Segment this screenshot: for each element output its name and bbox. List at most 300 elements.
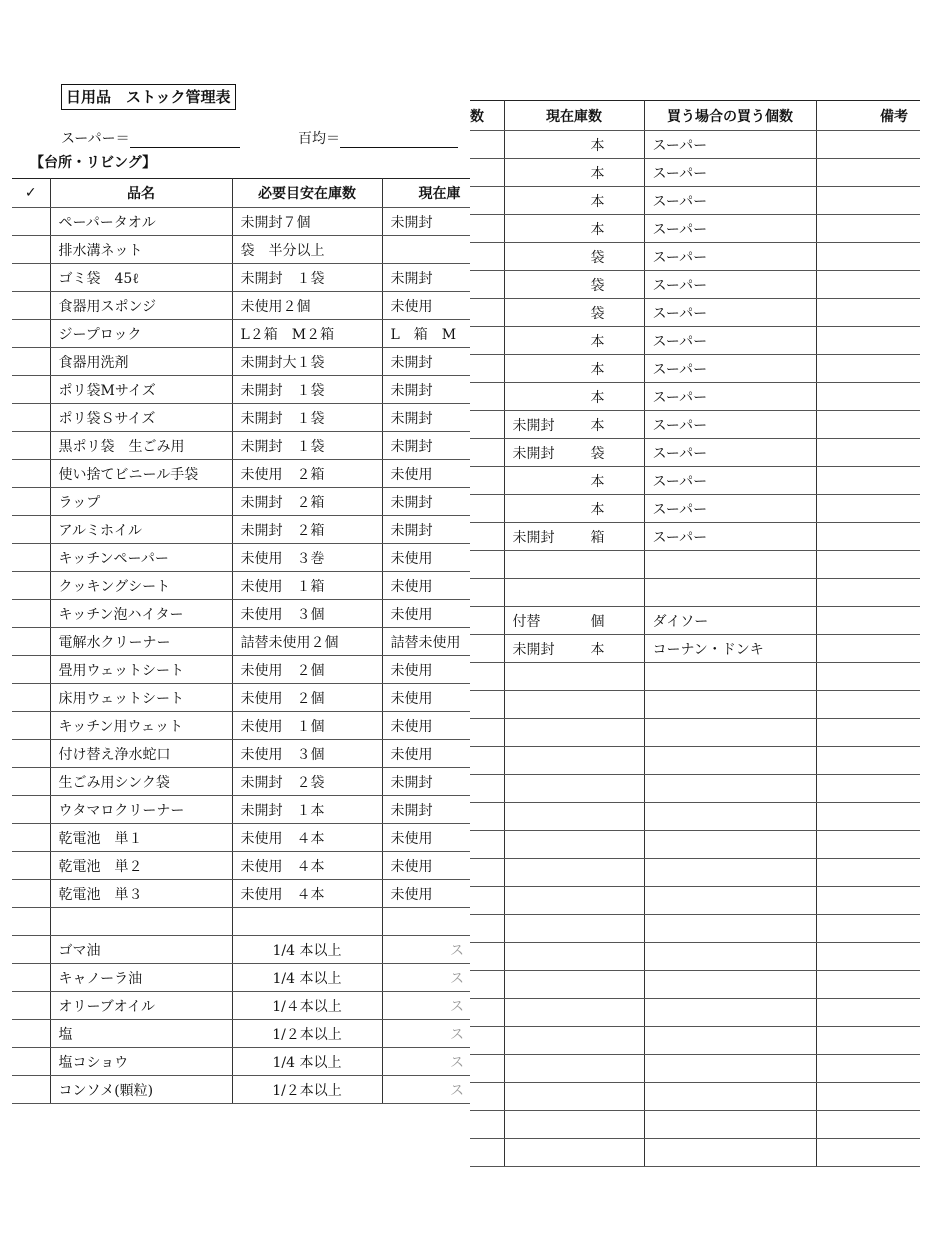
buy-where[interactable] xyxy=(644,971,816,999)
check-cell[interactable] xyxy=(12,880,50,908)
table-row xyxy=(12,264,470,292)
buy-where[interactable] xyxy=(644,915,816,943)
check-cell[interactable] xyxy=(12,1020,50,1048)
current-stock[interactable]: 未使用 xyxy=(382,684,470,712)
current-count[interactable] xyxy=(504,327,644,355)
target-stock xyxy=(232,908,382,936)
buy-where[interactable]: スーパー xyxy=(644,159,816,187)
table-row xyxy=(12,432,470,460)
note-cell[interactable] xyxy=(816,691,920,719)
stock-unit: 本 xyxy=(590,137,605,154)
table-row xyxy=(470,1111,920,1139)
target-stock: 1/4 本以上 xyxy=(232,936,382,964)
current-count[interactable] xyxy=(504,859,644,887)
note-cell[interactable] xyxy=(816,803,920,831)
current-count[interactable] xyxy=(504,1139,644,1167)
buy-where[interactable] xyxy=(644,747,816,775)
current-stock[interactable]: 未使用 xyxy=(382,824,470,852)
buy-where[interactable]: スーパー xyxy=(644,215,816,243)
item-name: 乾電池 単３ xyxy=(50,880,232,908)
buy-where[interactable]: スーパー xyxy=(644,243,816,271)
buy-where[interactable] xyxy=(644,1055,816,1083)
table-row xyxy=(12,1020,470,1048)
buy-where[interactable] xyxy=(644,719,816,747)
check-cell[interactable] xyxy=(12,348,50,376)
current-stock[interactable]: 未使用 xyxy=(382,460,470,488)
header-target-stock: 必要目安在庫数 xyxy=(232,179,382,208)
shop-100yen-blank[interactable] xyxy=(340,131,458,148)
target-stock: 未開封７個 xyxy=(232,208,382,236)
buy-where[interactable]: スーパー xyxy=(644,411,816,439)
item-name: ポリ袋Ｓサイズ xyxy=(50,404,232,432)
target-stock: 未開封 １袋 xyxy=(232,404,382,432)
check-cell[interactable] xyxy=(12,264,50,292)
item-name: キッチン用ウェット xyxy=(50,712,232,740)
shop-super-blank[interactable] xyxy=(130,131,240,148)
table-row xyxy=(470,159,920,187)
left-stock-table xyxy=(12,178,470,1104)
buy-where[interactable] xyxy=(644,691,816,719)
stock-unit: 個 xyxy=(590,613,605,630)
current-count[interactable] xyxy=(504,663,644,691)
count-cell xyxy=(470,187,504,215)
table-row xyxy=(12,1048,470,1076)
check-cell[interactable] xyxy=(12,964,50,992)
buy-where[interactable]: スーパー xyxy=(644,299,816,327)
target-stock: 未使用 ３個 xyxy=(232,740,382,768)
right-header-row xyxy=(470,101,920,131)
check-cell[interactable] xyxy=(12,320,50,348)
note-cell[interactable] xyxy=(816,327,920,355)
buy-where[interactable]: スーパー xyxy=(644,131,816,159)
current-count[interactable] xyxy=(504,747,644,775)
current-count[interactable] xyxy=(504,355,644,383)
note-cell[interactable] xyxy=(816,607,920,635)
stock-unit: 袋 xyxy=(590,249,605,266)
count-cell xyxy=(470,859,504,887)
count-cell xyxy=(470,887,504,915)
table-row xyxy=(12,768,470,796)
target-stock: 未使用 ２個 xyxy=(232,684,382,712)
current-count[interactable] xyxy=(504,1111,644,1139)
current-count[interactable] xyxy=(504,971,644,999)
target-stock: 未使用 ２箱 xyxy=(232,460,382,488)
table-row xyxy=(470,187,920,215)
current-count[interactable] xyxy=(504,243,644,271)
item-name: 乾電池 単１ xyxy=(50,824,232,852)
note-cell[interactable] xyxy=(816,747,920,775)
table-row xyxy=(470,299,920,327)
check-cell[interactable] xyxy=(12,656,50,684)
check-cell[interactable] xyxy=(12,628,50,656)
note-cell[interactable] xyxy=(816,915,920,943)
check-cell[interactable] xyxy=(12,404,50,432)
note-cell[interactable] xyxy=(816,887,920,915)
note-cell[interactable] xyxy=(816,215,920,243)
note-cell[interactable] xyxy=(816,523,920,551)
item-name: 電解水クリーナー xyxy=(50,628,232,656)
current-stock[interactable]: 詰替未使用 xyxy=(382,628,470,656)
stock-unit: 本 xyxy=(590,165,605,182)
current-stock[interactable]: 未開封 xyxy=(382,404,470,432)
check-cell[interactable] xyxy=(12,432,50,460)
current-count[interactable] xyxy=(504,467,644,495)
count-cell xyxy=(470,803,504,831)
check-cell[interactable] xyxy=(12,236,50,264)
count-cell xyxy=(470,411,504,439)
table-row xyxy=(470,215,920,243)
buy-where[interactable]: コーナン・ドンキ xyxy=(644,635,816,663)
note-cell[interactable] xyxy=(816,859,920,887)
current-count[interactable] xyxy=(504,299,644,327)
note-cell[interactable] xyxy=(816,271,920,299)
target-stock: 1/４本以上 xyxy=(232,992,382,1020)
check-cell[interactable] xyxy=(12,460,50,488)
buy-where[interactable] xyxy=(644,1083,816,1111)
item-name: ジープロック xyxy=(50,320,232,348)
target-stock: 未使用 １箱 xyxy=(232,572,382,600)
count-cell xyxy=(470,1111,504,1139)
table-row xyxy=(12,572,470,600)
buy-where[interactable] xyxy=(644,831,816,859)
table-row xyxy=(470,467,920,495)
current-stock[interactable]: 未使用 xyxy=(382,656,470,684)
current-count[interactable] xyxy=(504,1027,644,1055)
current-count[interactable] xyxy=(504,215,644,243)
current-count[interactable] xyxy=(504,831,644,859)
stock-prefix: 未開封 xyxy=(512,641,555,658)
item-name: 生ごみ用シンク袋 xyxy=(50,768,232,796)
check-cell[interactable] xyxy=(12,1076,50,1104)
current-stock[interactable]: ス xyxy=(382,1020,470,1048)
check-cell[interactable] xyxy=(12,796,50,824)
current-stock[interactable]: 未開封 xyxy=(382,208,470,236)
target-stock: 未開封 １袋 xyxy=(232,432,382,460)
check-cell[interactable] xyxy=(12,852,50,880)
count-cell xyxy=(470,1139,504,1167)
table-row xyxy=(470,859,920,887)
current-count[interactable] xyxy=(504,159,644,187)
buy-where[interactable]: スーパー xyxy=(644,467,816,495)
buy-where[interactable]: スーパー xyxy=(644,523,816,551)
table-row xyxy=(470,775,920,803)
buy-where[interactable]: ダイソー xyxy=(644,607,816,635)
table-row xyxy=(470,327,920,355)
buy-where[interactable]: スーパー xyxy=(644,355,816,383)
note-cell[interactable] xyxy=(816,131,920,159)
check-cell[interactable] xyxy=(12,908,50,936)
current-count[interactable] xyxy=(504,271,644,299)
current-count[interactable] xyxy=(504,691,644,719)
buy-where[interactable] xyxy=(644,1027,816,1055)
check-cell[interactable] xyxy=(12,684,50,712)
table-row xyxy=(12,208,470,236)
check-cell[interactable] xyxy=(12,936,50,964)
current-stock[interactable] xyxy=(382,908,470,936)
shop-super-label: スーパー＝ xyxy=(61,131,130,147)
check-cell[interactable] xyxy=(12,292,50,320)
buy-where[interactable] xyxy=(644,551,816,579)
target-stock: 未使用２個 xyxy=(232,292,382,320)
buy-where[interactable] xyxy=(644,1139,816,1167)
current-count[interactable] xyxy=(504,915,644,943)
table-row xyxy=(470,831,920,859)
note-cell[interactable] xyxy=(816,1083,920,1111)
current-count[interactable] xyxy=(504,411,644,439)
target-stock: 未使用 ４本 xyxy=(232,824,382,852)
item-name: キッチン泡ハイター xyxy=(50,600,232,628)
target-stock: 1/２本以上 xyxy=(232,1076,382,1104)
target-stock: 未使用 １個 xyxy=(232,712,382,740)
note-cell[interactable] xyxy=(816,1027,920,1055)
note-cell[interactable] xyxy=(816,579,920,607)
shop-super xyxy=(61,128,240,148)
count-cell xyxy=(470,691,504,719)
buy-where[interactable]: スーパー xyxy=(644,271,816,299)
check-cell[interactable] xyxy=(12,376,50,404)
count-cell xyxy=(470,999,504,1027)
item-name: ゴミ袋 45ℓ xyxy=(50,264,232,292)
current-stock[interactable]: 未使用 xyxy=(382,600,470,628)
check-cell[interactable] xyxy=(12,544,50,572)
item-name: 使い捨てビニール手袋 xyxy=(50,460,232,488)
buy-where[interactable] xyxy=(644,663,816,691)
check-cell[interactable] xyxy=(12,992,50,1020)
current-stock[interactable]: 未開封 xyxy=(382,432,470,460)
target-stock: 未開封 ２箱 xyxy=(232,488,382,516)
table-row xyxy=(12,740,470,768)
current-stock[interactable]: 未使用 xyxy=(382,880,470,908)
note-cell[interactable] xyxy=(816,943,920,971)
target-stock: L２箱 M２箱 xyxy=(232,320,382,348)
note-cell[interactable] xyxy=(816,383,920,411)
current-count[interactable] xyxy=(504,607,644,635)
check-cell[interactable] xyxy=(12,712,50,740)
count-cell xyxy=(470,747,504,775)
table-row xyxy=(470,747,920,775)
note-cell[interactable] xyxy=(816,635,920,663)
target-stock: 詰替未使用２個 xyxy=(232,628,382,656)
note-cell[interactable] xyxy=(816,775,920,803)
buy-where[interactable]: スーパー xyxy=(644,495,816,523)
note-cell[interactable] xyxy=(816,1055,920,1083)
current-count[interactable] xyxy=(504,495,644,523)
shop-100yen xyxy=(298,128,458,148)
current-count[interactable] xyxy=(504,719,644,747)
current-count[interactable] xyxy=(504,551,644,579)
table-row xyxy=(12,880,470,908)
note-cell[interactable] xyxy=(816,495,920,523)
current-stock[interactable]: 未開封 xyxy=(382,376,470,404)
stock-unit: 本 xyxy=(590,389,605,406)
target-stock: 1/4 本以上 xyxy=(232,964,382,992)
buy-where[interactable]: スーパー xyxy=(644,439,816,467)
current-stock[interactable]: 未使用 xyxy=(382,544,470,572)
check-cell[interactable] xyxy=(12,768,50,796)
current-count[interactable] xyxy=(504,131,644,159)
note-cell[interactable] xyxy=(816,187,920,215)
check-cell[interactable] xyxy=(12,572,50,600)
stock-unit: 本 xyxy=(590,473,605,490)
current-stock[interactable]: 未使用 xyxy=(382,712,470,740)
buy-where[interactable] xyxy=(644,999,816,1027)
current-count[interactable] xyxy=(504,523,644,551)
item-name: オリーブオイル xyxy=(50,992,232,1020)
item-name: ラップ xyxy=(50,488,232,516)
note-cell[interactable] xyxy=(816,159,920,187)
current-stock[interactable]: ス xyxy=(382,992,470,1020)
table-row xyxy=(470,1055,920,1083)
count-cell xyxy=(470,243,504,271)
table-row xyxy=(12,348,470,376)
current-count[interactable] xyxy=(504,635,644,663)
current-stock[interactable]: 未開封 xyxy=(382,768,470,796)
note-cell[interactable] xyxy=(816,971,920,999)
current-count[interactable] xyxy=(504,775,644,803)
count-cell xyxy=(470,971,504,999)
item-name: ウタマロクリーナー xyxy=(50,796,232,824)
buy-where[interactable] xyxy=(644,579,816,607)
current-stock[interactable]: 未使用 xyxy=(382,740,470,768)
current-stock[interactable]: ス xyxy=(382,1048,470,1076)
item-name: コンソメ(顆粒) xyxy=(50,1076,232,1104)
current-stock[interactable]: ス xyxy=(382,1076,470,1104)
header-count-partial: 数 xyxy=(470,101,504,131)
current-count[interactable] xyxy=(504,943,644,971)
current-stock[interactable]: L 箱 M xyxy=(382,320,470,348)
note-cell[interactable] xyxy=(816,663,920,691)
check-cell[interactable] xyxy=(12,600,50,628)
table-row xyxy=(470,943,920,971)
check-cell[interactable] xyxy=(12,208,50,236)
current-stock[interactable]: 未使用 xyxy=(382,852,470,880)
note-cell[interactable] xyxy=(816,439,920,467)
buy-where[interactable]: スーパー xyxy=(644,187,816,215)
note-cell[interactable] xyxy=(816,299,920,327)
current-count[interactable] xyxy=(504,439,644,467)
count-cell xyxy=(470,915,504,943)
current-count[interactable] xyxy=(504,999,644,1027)
buy-where[interactable] xyxy=(644,775,816,803)
note-cell[interactable] xyxy=(816,831,920,859)
buy-where[interactable] xyxy=(644,887,816,915)
count-cell xyxy=(470,607,504,635)
table-row xyxy=(470,803,920,831)
buy-where[interactable]: スーパー xyxy=(644,327,816,355)
table-row xyxy=(12,852,470,880)
current-stock[interactable]: 未使用 xyxy=(382,572,470,600)
item-name: ペーパータオル xyxy=(50,208,232,236)
header-check: ✓ xyxy=(12,179,50,208)
stock-unit: 袋 xyxy=(590,305,605,322)
header-current-count: 現在庫数 xyxy=(504,101,644,131)
count-cell xyxy=(470,551,504,579)
current-count[interactable] xyxy=(504,1083,644,1111)
count-cell xyxy=(470,131,504,159)
current-count[interactable] xyxy=(504,579,644,607)
buy-where[interactable] xyxy=(644,803,816,831)
item-name: アルミホイル xyxy=(50,516,232,544)
target-stock: 袋 半分以上 xyxy=(232,236,382,264)
check-cell[interactable] xyxy=(12,740,50,768)
count-cell xyxy=(470,663,504,691)
note-cell[interactable] xyxy=(816,467,920,495)
check-cell[interactable] xyxy=(12,824,50,852)
note-cell[interactable] xyxy=(816,999,920,1027)
table-row xyxy=(470,131,920,159)
note-cell[interactable] xyxy=(816,551,920,579)
current-stock[interactable]: ス xyxy=(382,964,470,992)
count-cell xyxy=(470,831,504,859)
check-cell[interactable] xyxy=(12,516,50,544)
table-row xyxy=(470,439,920,467)
current-stock[interactable]: 未開封 xyxy=(382,348,470,376)
buy-where[interactable] xyxy=(644,1111,816,1139)
count-cell xyxy=(470,775,504,803)
note-cell[interactable] xyxy=(816,1111,920,1139)
table-row xyxy=(470,635,920,663)
table-row xyxy=(12,656,470,684)
table-row xyxy=(12,992,470,1020)
table-row xyxy=(470,411,920,439)
stock-prefix: 未開封 xyxy=(512,417,555,434)
current-stock[interactable]: ス xyxy=(382,936,470,964)
current-count[interactable] xyxy=(504,887,644,915)
table-row xyxy=(470,523,920,551)
current-stock[interactable]: 未開封 xyxy=(382,488,470,516)
current-stock[interactable] xyxy=(382,236,470,264)
stock-unit: 本 xyxy=(590,641,605,658)
current-stock[interactable]: 未開封 xyxy=(382,516,470,544)
table-row xyxy=(470,999,920,1027)
check-cell[interactable] xyxy=(12,1048,50,1076)
header-item-name: 品名 xyxy=(50,179,232,208)
current-stock[interactable]: 未使用 xyxy=(382,292,470,320)
table-row xyxy=(470,887,920,915)
table-row xyxy=(12,628,470,656)
table-row xyxy=(470,355,920,383)
table-row xyxy=(470,271,920,299)
current-count[interactable] xyxy=(504,383,644,411)
current-count[interactable] xyxy=(504,803,644,831)
current-stock[interactable]: 未開封 xyxy=(382,264,470,292)
header-buy-count: 買う場合の買う個数 xyxy=(644,101,816,131)
item-name: ポリ袋Mサイズ xyxy=(50,376,232,404)
current-stock[interactable]: 未開封 xyxy=(382,796,470,824)
current-count[interactable] xyxy=(504,1055,644,1083)
note-cell[interactable] xyxy=(816,243,920,271)
count-cell xyxy=(470,719,504,747)
buy-where[interactable] xyxy=(644,943,816,971)
stock-unit: 本 xyxy=(590,221,605,238)
stock-prefix: 未開封 xyxy=(512,529,555,546)
table-row xyxy=(470,495,920,523)
note-cell[interactable] xyxy=(816,411,920,439)
buy-where[interactable]: スーパー xyxy=(644,383,816,411)
count-cell xyxy=(470,439,504,467)
table-row xyxy=(470,719,920,747)
target-stock: 未開封 １袋 xyxy=(232,264,382,292)
note-cell[interactable] xyxy=(816,719,920,747)
note-cell[interactable] xyxy=(816,1139,920,1167)
target-stock: 未使用 ４本 xyxy=(232,880,382,908)
buy-where[interactable] xyxy=(644,859,816,887)
section-label: 【台所・リビング】 xyxy=(30,155,157,171)
note-cell[interactable] xyxy=(816,355,920,383)
check-cell[interactable] xyxy=(12,488,50,516)
current-count[interactable] xyxy=(504,187,644,215)
table-row xyxy=(470,551,920,579)
